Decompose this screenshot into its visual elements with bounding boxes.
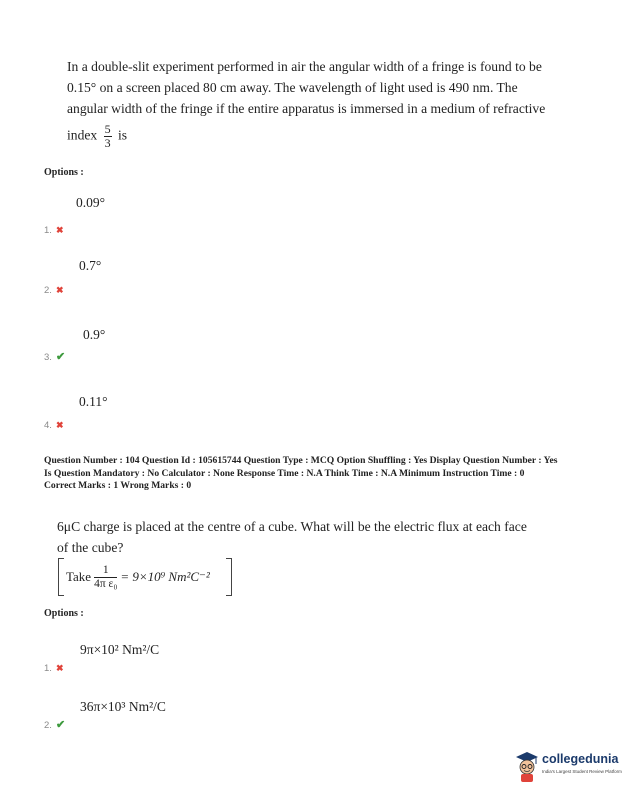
option-number: 2. xyxy=(44,285,52,296)
logo-tagline: India's Largest Student Review Platform xyxy=(542,769,622,774)
right-bracket xyxy=(226,558,232,596)
fraction-numerator: 5 xyxy=(104,122,111,136)
meta-line-3: Correct Marks : 1 Wrong Marks : 0 xyxy=(44,480,192,491)
q2-line-2: of the cube? xyxy=(57,540,124,555)
wrong-mark-icon: ✖ xyxy=(55,420,64,430)
q1-option-1[interactable] xyxy=(44,220,63,238)
q1-option-2-value: 0.7° xyxy=(79,258,102,273)
q1-option-4-value: 0.11° xyxy=(79,394,108,409)
question-2-text xyxy=(57,516,557,558)
question-metadata xyxy=(44,455,584,493)
option-number: 4. xyxy=(44,420,52,431)
meta-line-1: Question Number : 104 Question Id : 105615744 Question Type : MCQ Option Shuffling : Yes Display Question Number : Yes xyxy=(44,455,558,466)
question-1-text xyxy=(67,56,547,150)
q1-options-label: Options : xyxy=(44,167,84,178)
q2-option-1-value: 9π×10² Nm²/C xyxy=(80,642,160,657)
collegedunia-logo xyxy=(514,749,622,785)
option-number: 1. xyxy=(44,663,52,674)
coulomb-fraction xyxy=(94,564,117,591)
q2-option-2-value: 36π×10³ Nm²/C xyxy=(80,699,166,714)
take-text: Take xyxy=(66,569,92,584)
q1-line-3: angular width of the fringe if the entire apparatus is immersed in a medium of refractive xyxy=(67,101,546,116)
option-number: 3. xyxy=(44,352,52,363)
q1-line-2: 0.15° on a screen placed 80 cm away. The wavelength of light used is 490 nm. The xyxy=(67,80,518,95)
option-number: 2. xyxy=(44,720,52,731)
take-expression xyxy=(66,558,210,596)
q1-index-text: index xyxy=(67,127,98,143)
wrong-mark-icon: ✖ xyxy=(55,663,64,673)
q1-option-2[interactable] xyxy=(44,280,63,298)
q1-option-4[interactable] xyxy=(44,415,63,433)
q1-line-1: In a double-slit experiment performed in air the angular width of a fringe is found to be xyxy=(67,59,542,74)
left-bracket xyxy=(58,558,64,596)
option-number: 1. xyxy=(44,225,52,236)
coulomb-constant-box xyxy=(58,558,232,596)
q2-options-label: Options : xyxy=(44,608,84,619)
q2-line-1: 6μC charge is placed at the centre of a cube. What will be the electric flux at each face xyxy=(57,519,527,534)
graduate-mascot-icon xyxy=(514,749,540,783)
q1-option-3-value: 0.9° xyxy=(83,327,106,342)
logo-name: collegedunia xyxy=(542,752,619,766)
q2-option-1[interactable] xyxy=(44,658,63,676)
q1-option-3[interactable] xyxy=(44,347,65,365)
constant-value: = 9×10⁹ Nm²C⁻² xyxy=(120,569,210,584)
fraction-denominator: 3 xyxy=(104,136,111,150)
q1-is-text: is xyxy=(118,127,128,143)
correct-check-icon: ✔ xyxy=(55,719,66,731)
wrong-mark-icon: ✖ xyxy=(55,285,64,295)
q1-line-4 xyxy=(67,123,547,150)
refractive-index-fraction xyxy=(104,123,112,150)
correct-check-icon: ✔ xyxy=(55,351,66,363)
meta-line-2: Is Question Mandatory : No Calculator : None Response Time : N.A Think Time : N.A Minimum Instruction Time : 0 xyxy=(44,467,525,479)
q1-option-1-value: 0.09° xyxy=(76,195,106,210)
fraction-denominator: 4π ε₀ xyxy=(94,577,118,590)
q2-option-2[interactable] xyxy=(44,715,65,733)
wrong-mark-icon: ✖ xyxy=(55,225,64,235)
fraction-numerator: 1 xyxy=(94,564,117,578)
